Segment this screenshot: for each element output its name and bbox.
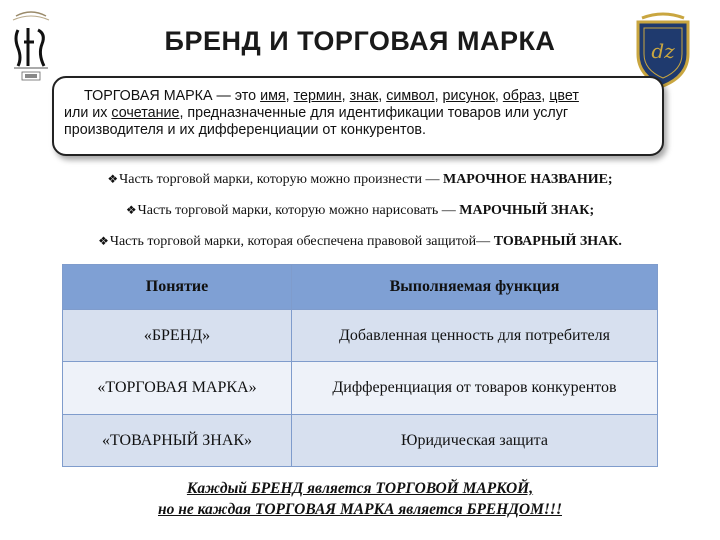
word-sign: знак <box>349 88 379 104</box>
header-concept: Понятие <box>63 265 292 310</box>
footer-line-2: но не каждая ТОРГОВАЯ МАРКА является БРЕНДОМ!!! <box>158 501 562 518</box>
table-row <box>63 415 658 467</box>
table-cell: Добавленная ценность для потребителя <box>292 310 658 362</box>
page-title: БРЕНД И ТОРГОВАЯ МАРКА <box>164 26 556 56</box>
bullet-item: ❖Часть торговой марки, которая обеспечена правовой защитой— ТОВАРНЫЙ ЗНАК. <box>98 234 622 249</box>
bullet-item: ❖Часть торговой марки, которую можно нарисовать — МАРОЧНЫЙ ЗНАК; <box>125 203 595 218</box>
diamond-bullet-icon: ❖ <box>98 234 109 248</box>
word-drawing: рисунок <box>442 88 495 104</box>
table-row <box>63 310 658 362</box>
footer-line-1: Каждый БРЕНД является ТОРГОВОЙ МАРКОЙ, <box>186 480 534 497</box>
definition-line-1: ТОРГОВАЯ МАРКА — это имя, термин, знак, символ, рисунок, образ, цвет <box>84 88 579 104</box>
word-color: цвет <box>549 88 579 104</box>
definition-line-3: производителя и их дифференциации от конкурентов. <box>64 122 426 138</box>
definition-term: ТОРГОВАЯ МАРКА <box>84 88 213 104</box>
table-cell: Юридическая защита <box>292 415 658 467</box>
table-cell: «ТОВАРНЫЙ ЗНАК» <box>63 415 292 467</box>
diamond-bullet-icon: ❖ <box>125 203 137 217</box>
word-term: термин <box>293 88 342 104</box>
university-emblem-icon <box>8 8 54 88</box>
definition-box <box>52 76 664 156</box>
table-cell: Дифференциация от товаров конкурентов <box>292 362 658 415</box>
table-cell: «ТОРГОВАЯ МАРКА» <box>63 362 292 415</box>
table-cell: «БРЕНД» <box>63 310 292 362</box>
definition-line-2: или их сочетание, предназначенные для идентификации товаров или услуг <box>64 105 569 121</box>
bullet-item: ❖Часть торговой марки, которую можно произнести — МАРОЧНОЕ НАЗВАНИЕ; <box>107 172 613 187</box>
header-function: Выполняемая функция <box>292 265 658 310</box>
functions-table <box>62 264 658 467</box>
word-image: образ <box>502 88 542 104</box>
table-row <box>63 362 658 415</box>
diamond-bullet-icon: ❖ <box>107 172 119 186</box>
word-name: имя <box>260 88 286 104</box>
svg-text:dz: dz <box>651 39 675 63</box>
word-combination: сочетание <box>111 105 180 121</box>
table-header-row <box>63 265 658 310</box>
word-symbol: символ <box>386 88 435 104</box>
